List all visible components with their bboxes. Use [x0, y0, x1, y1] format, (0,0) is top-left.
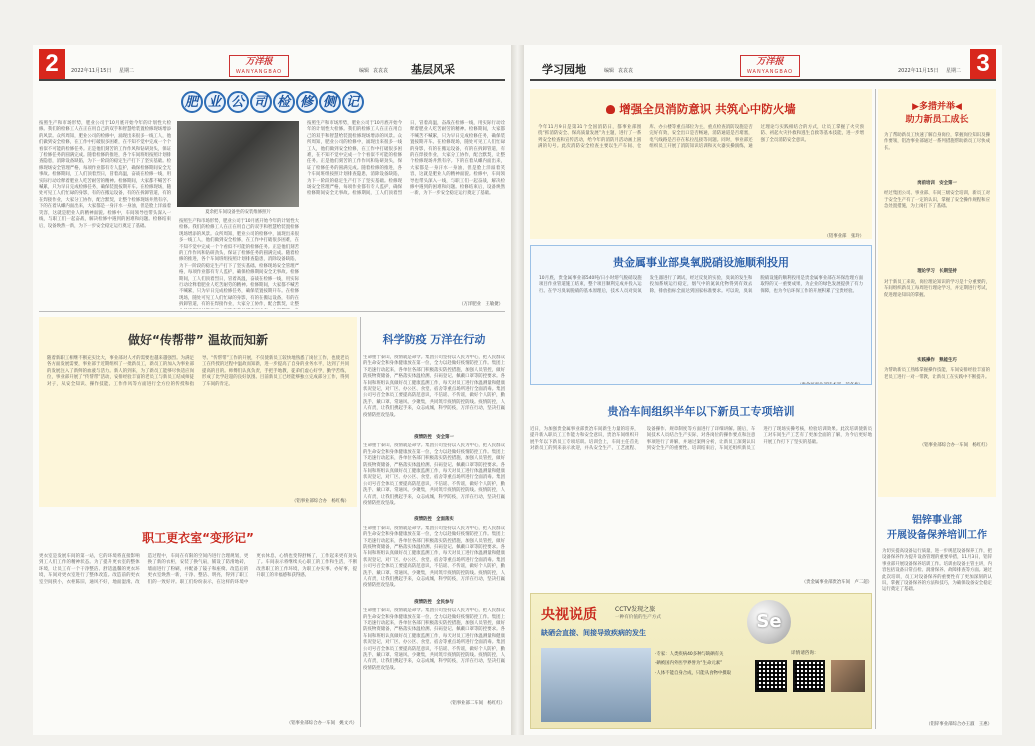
- sidebar-subhead: 岗前培训 安全第一: [917, 181, 957, 186]
- article-body: 今年11月9日是第31个全国消防日，都事业部围绕“抓消防安全、保高质量发展”为主题，进行了一系列安全检查和宣传活动，给今年的消防月活动画上圆满的句号。此次消防安全检查主要以生产车间、仓库、办公楼等重点部位为主，重点检查消防设施是否完好有效，安全出口是否畅通，消防通道是否堵塞，电气线路是否存在私拉乱接等问题。同时，事业部还组织员工开展了消防知识培训和灭火器实操演练，通过理论与实践相结合的方式，让员工掌握了火灾预防、初起火灾扑救和逃生自救等基本技能，进一步增强了全员消防安全意识。: [538, 125, 864, 150]
- article-byline: （铝事业部二车间 杨红红）: [447, 701, 505, 707]
- page-spine: [511, 45, 524, 735]
- editor-name: 袁袁袁: [373, 68, 389, 74]
- article-training: [530, 391, 872, 587]
- article-body: 近日，为加强贵金属事业部贵冶车间新生力量的培养，提升新入职员工工作能力和安全意识，贵冶车间组织开展半年以下新员工专项培训。培训会上，车间主任首先对新员工的到来表示欢迎，并从安全生产、工艺流程、设备操作、规章制度等方面进行了详细讲解。随后，车间技术人员结合生产实际，对各岗位的操作要点和注意事项进行了讲解，并通过案例分析，让新员工深刻认识到安全生产的重要性。培训结束后，车间还组织新员工进行了现场实操考核，检验培训效果。此次培训使新员工对车间生产工艺有了更加全面的了解，为今后更好地开展工作打下了坚实的基础。: [530, 427, 872, 452]
- ad-contact: 详情请咨询：: [791, 651, 819, 656]
- ad-bullet: ·人体不能自身合成，只能从食物中摄取: [655, 670, 732, 676]
- page-number: 3: [970, 49, 996, 79]
- logo-chinese: 万洋报: [756, 57, 784, 67]
- article-title: 做好“传帮带” 温故而知新: [128, 333, 268, 347]
- issue-weekday: 星期二: [119, 68, 135, 74]
- column-divider: [875, 89, 876, 729]
- selenium-icon: [747, 600, 791, 644]
- editor-label: 编辑: [604, 68, 615, 74]
- title-char: 公: [227, 91, 249, 113]
- issue-date: 2022年11月15日: [71, 68, 112, 74]
- sidebar-body: 经过集团公司、事业部、车间三级安全培训，新员工对于安全生产有了一定的认识，掌握了安全操作规程和应急处置措施，为上岗打下了基础。: [884, 191, 990, 210]
- section-title: 学习园地: [542, 63, 586, 76]
- logo-english: WANYANGBAO: [235, 69, 283, 75]
- masthead-logo: [740, 55, 800, 77]
- sidebar-body: 为帮助新员工熟练掌握操作技能，车间安排经验丰富的老员工进行一对一带教，让新员工在实践中不断提升。: [884, 368, 990, 380]
- title-char: 检: [273, 91, 295, 113]
- ad-tagline: 一种有价值的生产方式: [615, 615, 661, 620]
- title-char: 侧: [319, 91, 341, 113]
- divider: [39, 311, 505, 312]
- ad-brand: 央视说质: [541, 607, 597, 623]
- issue-weekday: 星期二: [946, 68, 962, 74]
- article-title: 贵冶车间组织半年以下新员工专项培训: [607, 405, 795, 418]
- article-byline: （贵金属事业部贵冶车间 卢二超）: [801, 580, 872, 585]
- lead-title: [39, 91, 505, 113]
- article-title: [530, 101, 872, 117]
- title-char: 司: [250, 91, 272, 113]
- article-epidemic: [363, 317, 505, 727]
- photo-caption: 夏余把车间设备坐的安装维修照片: [205, 210, 271, 215]
- article-subtitle: 开展设备保养培训工作: [887, 530, 987, 541]
- section-title: 基层风采: [411, 63, 455, 76]
- sidebar-subhead: 实践操作 熟能生巧: [917, 357, 957, 363]
- newspaper-page-2: [33, 45, 511, 735]
- article-fire-safety: [530, 89, 872, 239]
- qr-code-icon: [755, 660, 787, 692]
- title-char: 修: [296, 91, 318, 113]
- article-ozone: [530, 245, 872, 385]
- article-title: 职工更衣室“变形记”: [142, 531, 254, 545]
- sidebar-subtitle: 助力新员工成长: [905, 115, 969, 125]
- qr-code-icon: [793, 660, 825, 692]
- article-locker-room: [39, 515, 357, 727]
- article-equipment: [878, 503, 996, 729]
- ad-portrait: [831, 660, 865, 692]
- article-title: 铝锌事业部: [912, 515, 962, 526]
- article-body: 随着新职工相继不断充实比大，事业部对人才的需要也越来越强烈。为满足各方面发展需要，事业部于近期组织了一批新员工，新员工的加入为事业部的发展注入了新鲜的血液与活力。新人的到来，为了新员工能够尽快适应岗位，事业部开展了“传帮带”活动，安排经验丰富的老员工与新员工结成师徒对子，从安全知识、操作技能、工作作风等方面进行全方位的传授和指导。“传帮带”工作的开展，不仅使新员工较快地熟悉了岗位工作，也使老员工在传授的过程中温故而知新，进一步提高了自身的业务水平，达到了共同提高的目的。师傅们认真负责，手把手地教，徒弟们虚心好学，勤学苦练，形成了比学赶超的良好氛围。目前新员工已经能够独立完成部分工作，得到了车间的肯定。: [47, 356, 349, 387]
- article-title: 贵金属事业部臭氧脱硝设施顺利投用: [613, 256, 789, 269]
- article-subhead: 疫情防控 安全第一: [414, 435, 454, 440]
- editor-name: 袁袁袁: [618, 68, 634, 74]
- sidebar-subhead: 理论学习 长期坚持: [917, 269, 957, 275]
- lead-body-under-photo: 按照生产和市场形势，肥业公司于10月底开始今年的计划性大检修。我们的检修工人在正在用自己的双手和智慧给装置检修现场增添的风景。众所周知，肥业公司的检修中，涌现出来很多一线工人，他们做到安全检修，在工作中打破很多困难，在不知不觉中完成一个个看似不可能的检修任务。正是他们刻苦的工作作风和钻研劲头，保证了检修任务的圆满完成。随着检修的推进，各个车间班组按照计划排查隐患，消除设备缺陷，为下一阶段的稳定生产打下了坚实基础。检修现场安全管理严格，每项作业都有专人监护，确保检修期间安全无事故。检修期间，工人们顶着烈日，冒着高温，奋战在检修一线，用实际行动诠释着肥业人吃苦耐劳的精神。检修期间，大家都不喊苦不喊累，只为早日完成检修任务，确保装置按期开车。在检修现场，随处可见工人们忙碌的身影，有的在搬运设备，有的在拆卸管道，有的在焊接作业，大家分工协作，配合默契，让整: [179, 219, 299, 308]
- article-byline: （铝事业部 张玲）: [824, 234, 864, 239]
- issue-date: 2022年11月15日: [898, 68, 939, 74]
- logo-english: WANYANGBAO: [746, 69, 794, 75]
- article-body: 10月底，贵金属事业部540吨/日小时熔气脱硝设施项目作业管道施工结束，整个项目顺利完成并投入运行。在学习臭氧脱硝的基本原理后，技术人员对臭氧发生器进行了调试，经过反复的实验，臭氧的发生和投加系统运行稳定，烟气中的氮氧化物得到有效去除，排放指标全面达到国家标准要求。可以说，臭氧脱硝设施的顺利投用是贵金属事业部在环保治理方面取得的又一重要成果，为企业的绿色发展提供了有力保障，也为今后环保工作的开展积累了宝贵经验。: [539, 276, 863, 294]
- sidebar-new-employees: [878, 89, 996, 497]
- page-header: [530, 50, 996, 81]
- sidebar-byline: （铝事业部综合办一车间 杨红红）: [919, 443, 990, 449]
- article-body: 生命重于泰山，疫情就是命令。集团公司坚持以人民为中心，把人民群众的生命安全和身体健康放在第一位，全力以赴做好疫情防控工作。集团上下迅速行动起来，各单位各部门积极落实防控措施，加强人员管控，做好防疫物资储备，严格落实体温检测、扫码登记、佩戴口罩等防控要求。各车间和班组认真做好员工健康监测工作，每天对员工进行体温测量和健康状况登记，对厂区、办公区、食堂、宿舍等重点场所进行全面消毒。集团公司号召全体员工要提高防范意识，不信谣、不传谣，做好个人防护，勤洗手、戴口罩、常通风、少聚集，共同筑牢疫情防控防线。疫情防控，人人有责，让我们携起手来，众志成城，科学防疫，万洋在行动，坚决打赢疫情防控攻坚战。: [363, 355, 505, 418]
- article-title-text: 增强全员消防意识 共筑心中防火墙: [619, 102, 796, 116]
- article-byline: [531, 382, 871, 385]
- sidebar-title: ▶多措并举◀: [912, 102, 962, 112]
- article-byline: （铝事业部综合办一车间 姚文兴）: [286, 721, 357, 726]
- lead-photo: [177, 121, 299, 215]
- article-title: 科学防疫 万洋在行动: [382, 333, 486, 346]
- article-subhead: 疫情防控 全面落实: [414, 517, 454, 523]
- title-char: 肥: [181, 91, 203, 113]
- ad-slogan: 缺硒会直接、间接导致疾病的发生: [541, 629, 646, 637]
- article-mentorship: [39, 317, 357, 507]
- article-subhead: 疫情防控 全民参与: [414, 599, 454, 605]
- lead-article: [39, 89, 505, 309]
- ad-bullets: [655, 652, 745, 677]
- lead-byline: （万洋肥业 王敏捷）: [459, 302, 503, 307]
- title-char: 记: [342, 91, 364, 113]
- selenium-symbol: Se: [756, 611, 782, 632]
- lead-body-right: 按照生产和市场形势，肥业公司于10月底开始今年的计划性大检修。我们的检修工人在正在用自己的双手和智慧给装置检修现场增添的风景。众所周知，肥业公司的检修中，涌现出来很多一线工人，他们做到安全检修，在工作中打破很多困难，在不知不觉中完成一个个看似不可能的检修任务。正是他们刻苦的工作作风和钻研劲头，保证了检修任务的圆满完成。随着检修的推进，各个车间班组按照计划排查隐患，消除设备缺陷，为下一阶段的稳定生产打下了坚实基础。检修现场安全管理严格，每项作业都有专人监护，确保检修期间安全无事故。检修期间，工人们顶着烈日，冒着高温，奋战在检修一线，用实际行动诠释着肥业人吃苦耐劳的精神。检修期间，大家都不喊苦不喊累，只为早日完成检修任务，确保装置按期开车。在检修现场，随处可见工人们忙碌的身影，有的在搬运设备，有的在拆卸管道，有的在焊接作业，大家分工协作，配合默契，让整个检修现场井然有序。下的在着从螺内面出来，大家都是一身汗水一身油，但是脸上洋溢着笑容，这就是肥业人的精神面貌。检修中，车间领导也带头深入一线，与职工们一起奋战，解决检修中遇到的困难和问题。检修结束后，设备焕然一新，为下一步安全稳定运行奠定了基础。: [307, 121, 505, 197]
- article-body: 更衣室是发展车间的第一站，它的环境将直接影响到工人们工作的精神状态。为了提升更衣室的整体环境，让员工有一个干净整洁、舒适温馨的更衣环境，车间对更衣室进行了整体改造。改造前的更衣室空间狭小，衣柜陈旧，通风不好，地面湿滑。改造过程中，车间在有限的空间内进行合理规划，更换了新的衣柜，安装了换气扇，铺设了防滑地砖，墙面进行了粉刷，并配备了镜子和座椅。改造后的更衣室焕然一新，干净、整洁、明亮，得到了职工们的一致好评。职工们纷纷表示，在这样的环境中更衣休息，心情也变得舒畅了，工作起来更有劲头了。车间表示将继续关心职工的工作和生活，不断改善职工的工作环境，为职工办实事、办好事，提升职工的幸福感和获得感。: [39, 554, 357, 585]
- ad-photo: [541, 648, 651, 722]
- article-body: 生命重于泰山，疫情就是命令。集团公司坚持以人民为中心，把人民群众的生命安全和身体健康放在第一位，全力以赴做好疫情防控工作。集团上下迅速行动起来，各单位各部门积极落实防控措施，加强人员管控，做好防疫物资储备，严格落实体温检测、扫码登记、佩戴口罩等防控要求。各车间和班组认真做好员工健康监测工作，每天对员工进行体温测量和健康状况登记，对厂区、办公区、食堂、宿舍等重点场所进行全面消毒。集团公司号召全体员工要提高防范意识，不信谣、不传谣，做好个人防护，勤洗手、戴口罩、常通风、少聚集，共同筑牢疫情防控防线。疫情防控，人人有责，让我们携起手来，众志成城，科学防疫，万洋在行动，坚决打赢疫情防控攻坚战。: [363, 608, 505, 671]
- newspaper-page-3: [524, 45, 1002, 735]
- logo-chinese: 万洋报: [245, 57, 273, 67]
- title-char: 业: [204, 91, 226, 113]
- page-header: [39, 50, 505, 81]
- article-byline: （铝事业部综合办 杨红梅）: [291, 499, 349, 504]
- article-body: 为切实提高设备运行质量，进一步规范设备保养工作，把设备保养作为提升设备管理的重要举措，11月3日，铝锌事业部开展设备保养培训工作。培训由设备主管主讲，内容包括设备日常点检、润滑保养、故障排查等方面。通过此次培训，员工对设备保养的重要性有了更加深刻的认识，掌握了设备保养的方法和技巧，为确保设备安全稳定运行奠定了基础。: [882, 549, 992, 593]
- page-number: 2: [39, 49, 65, 79]
- sidebar-intro: 为了帮助新员工快速了解自身岗位，掌握岗位知识及操作要领，铝冶事业部通过一系列措施帮助新员工尽快成长。: [884, 133, 990, 151]
- editor-label: 编辑: [359, 68, 370, 74]
- masthead-logo: [229, 55, 289, 77]
- sidebar-body: 对于新员工来说，岗位理论知识的学习是十分重要的，车间组织新员工每周进行理论学习，并定期进行考试，促进理论知识的掌握。: [884, 279, 990, 298]
- article-byline: （铝锌事业部综合办王淑 王惠）: [926, 722, 992, 727]
- column-divider: [360, 317, 361, 727]
- fire-alarm-icon: [606, 105, 615, 114]
- article-body: 生命重于泰山，疫情就是命令。集团公司坚持以人民为中心，把人民群众的生命安全和身体健康放在第一位，全力以赴做好疫情防控工作。集团上下迅速行动起来，各单位各部门积极落实防控措施，加强人员管控，做好防疫物资储备，严格落实体温检测、扫码登记、佩戴口罩等防控要求。各车间和班组认真做好员工健康监测工作，每天对员工进行体温测量和健康状况登记，对厂区、办公区、食堂、宿舍等重点场所进行全面消毒。集团公司号召全体员工要提高防范意识，不信谣、不传谣，做好个人防护，勤洗手、戴口罩、常通风、少聚集，共同筑牢疫情防控防线。疫情防控，人人有责，让我们携起手来，众志成城，科学防疫，万洋在行动，坚决打赢疫情防控攻坚战。: [363, 525, 505, 589]
- ad-bullet: ·专家：人类疾病40多种与缺硒有关: [655, 652, 724, 657]
- lead-body-left: 按照生产和市场形势，肥业公司于10月底开始今年的计划性大检修。我们的检修工人在正在用自己的双手和智慧给装置检修现场增添的风景。众所周知，肥业公司的检修中，涌现出来很多一线工人，他们做到安全检修，在工作中打破很多困难，在不知不觉中完成一个个看似不可能的检修任务。正是他们刻苦的工作作风和钻研劲头，保证了检修任务的圆满完成。随着检修的推进，各个车间班组按照计划排查隐患，消除设备缺陷，为下一阶段的稳定生产打下了坚实基础。检修现场安全管理严格，每项作业都有专人监护，确保检修期间安全无事故。检修期间，工人们顶着烈日，冒着高温，奋战在检修一线，用实际行动诠释着肥业人吃苦耐劳的精神。检修期间，大家都不喊苦不喊累，只为早日完成检修任务，确保装置按期开车。在检修现场，随处可见工人们忙碌的身影，有的在搬运设备，有的在拆卸管道，有的在焊接作业，大家分工协作，配合默契，让整个检修现场井然有序。下的在着从螺内面出来，大家都是一身汗水一身油，但是脸上洋溢着笑容，这就是肥业人的精神面貌。检修中，车间领导也带头深入一线，与职工们一起奋战，解决检修中遇到的困难和问题。检修结束后，设备焕然一新，为下一步安全稳定运行奠定了基础。: [39, 121, 171, 229]
- ad-bullet: ·硒被国内外医学界誉为“生命元素”: [655, 661, 723, 667]
- article-body: 生命重于泰山，疫情就是命令。集团公司坚持以人民为中心，把人民群众的生命安全和身体健康放在第一位，全力以赴做好疫情防控工作。集团上下迅速行动起来，各单位各部门积极落实防控措施，加强人员管控，做好防疫物资储备，严格落实体温检测、扫码登记、佩戴口罩等防控要求。各车间和班组认真做好员工健康监测工作，每天对员工进行体温测量和健康状况登记，对厂区、办公区、食堂、宿舍等重点场所进行全面消毒。集团公司号召全体员工要提高防范意识，不信谣、不传谣，做好个人防护，勤洗手、戴口罩、常通风、少聚集，共同筑牢疫情防控防线。疫情防控，人人有责，让我们携起手来，众志成城，科学防疫，万洋在行动，坚决打赢疫情防控攻坚战。: [363, 443, 505, 507]
- selenium-advertisement: [530, 593, 872, 729]
- ad-brand-sub: CCTV发现之旅: [615, 606, 656, 613]
